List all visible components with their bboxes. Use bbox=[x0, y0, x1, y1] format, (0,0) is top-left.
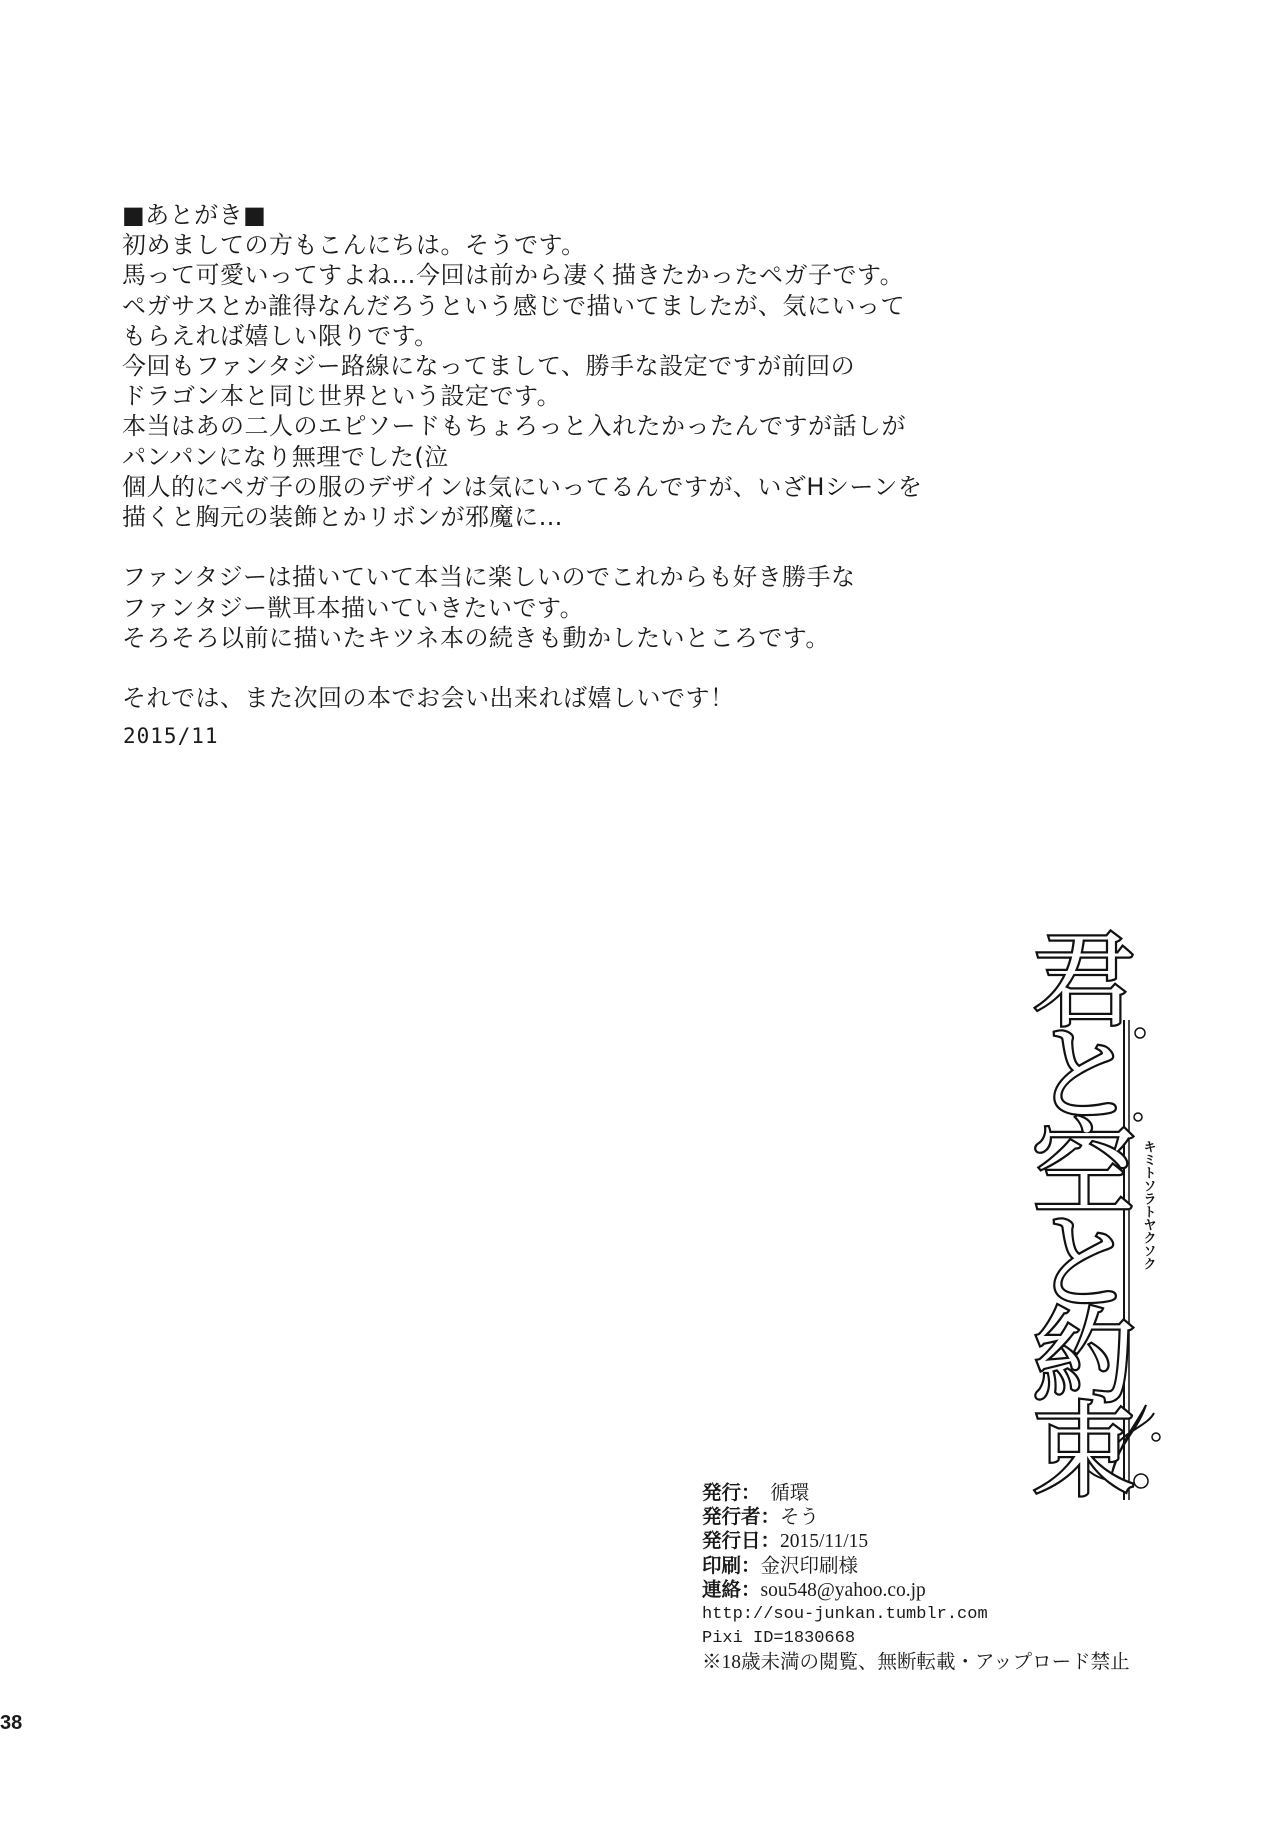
title-char: 束 bbox=[1032, 1390, 1137, 1512]
title-char: 約 bbox=[1032, 1296, 1137, 1418]
colophon-date bbox=[702, 1530, 1262, 1554]
title-char: 空 bbox=[1032, 1108, 1137, 1230]
colophon-publisher bbox=[702, 1482, 1262, 1506]
colophon-email[interactable]: sou548@yahoo.co.jp bbox=[760, 1579, 926, 1601]
afterword-line: 今回もファンタジー路線になってまして、勝手な設定ですが前回の bbox=[122, 352, 856, 381]
afterword-section bbox=[122, 200, 1002, 713]
afterword-line: 初めましての方もこんにちは。そうです。 bbox=[122, 231, 586, 260]
colophon-label: 発行者： bbox=[702, 1507, 781, 1529]
colophon-notice: ※18歳未満の閲覧、無断転載・アップロード禁止 bbox=[702, 1652, 1130, 1674]
colophon-issuer bbox=[702, 1506, 1262, 1530]
afterword-line: 馬って可愛いってすよね…今回は前から凄く描きたかったペガ子です。 bbox=[122, 261, 905, 290]
paragraph-spacer bbox=[122, 653, 1002, 683]
paragraph-spacer bbox=[122, 532, 1002, 562]
title-logo bbox=[1028, 920, 1168, 1515]
afterword-line: 個人的にペガ子の服のデザインは気にいってるんですが、いざHシーンを bbox=[122, 472, 923, 501]
title-reading: キミトソラトヤクソク bbox=[1140, 1140, 1156, 1270]
afterword-line: 本当はあの二人のエピソードもちょろっと入れたかったんですが話しが bbox=[122, 412, 906, 441]
afterword-paragraph-1 bbox=[122, 230, 1002, 532]
afterword-line: ドラゴン本と同じ世界という設定です。 bbox=[122, 382, 562, 411]
bubble-ornament bbox=[1135, 1028, 1145, 1038]
title-char: 君 bbox=[1032, 920, 1137, 1042]
bubble-ornament bbox=[1152, 1433, 1160, 1441]
colophon-value: 循環 bbox=[770, 1483, 810, 1504]
afterword-date: 2015/11 bbox=[123, 724, 219, 748]
colophon-value: 金沢印刷様 bbox=[760, 1555, 859, 1577]
colophon-label: 印刷： bbox=[702, 1555, 761, 1577]
afterword-line: ペガサスとか誰得なんだろうという感じで描いてましたが、気にいって bbox=[122, 291, 906, 320]
colophon-contact bbox=[702, 1579, 1262, 1603]
colophon-pixiv: Pixi ID=1830668 bbox=[702, 1629, 856, 1649]
colophon-label: 発行日： bbox=[702, 1531, 781, 1553]
colophon-label: 発行： bbox=[702, 1483, 761, 1504]
colophon bbox=[702, 1482, 1262, 1676]
title-char: と bbox=[1032, 1202, 1137, 1324]
afterword-closing: それでは、また次回の本でお会い出来れば嬉しいです！ bbox=[122, 684, 735, 713]
afterword-line: そろそろ以前に描いたキツネ本の続きも動かしたいところです。 bbox=[122, 623, 830, 652]
colophon-website[interactable]: http://sou-junkan.tumblr.com bbox=[702, 1605, 988, 1625]
afterword-heading: ■あとがき■ bbox=[122, 201, 267, 229]
title-logo-art bbox=[1028, 920, 1168, 1515]
afterword-line: 描くと胸元の装飾とかリボンが邪魔に… bbox=[122, 503, 563, 532]
afterword-line: ファンタジーは描いていて本当に楽しいのでこれからも好き勝手な bbox=[122, 563, 856, 592]
afterword-line: パンパンになり無理でした(泣 bbox=[122, 442, 449, 471]
colophon-value: そう bbox=[780, 1507, 820, 1529]
afterword-paragraph-2 bbox=[122, 562, 1002, 653]
afterword-line: もらえれば嬉しい限りです。 bbox=[122, 321, 439, 350]
afterword-line: ファンタジー獣耳本描いていきたいです。 bbox=[122, 593, 585, 622]
colophon-label: 連絡： bbox=[702, 1579, 761, 1601]
colophon-value: 2015/11/15 bbox=[780, 1531, 869, 1553]
colophon-printer bbox=[702, 1555, 1262, 1579]
page-number: 38 bbox=[0, 1712, 23, 1734]
title-char: と bbox=[1032, 1014, 1137, 1136]
